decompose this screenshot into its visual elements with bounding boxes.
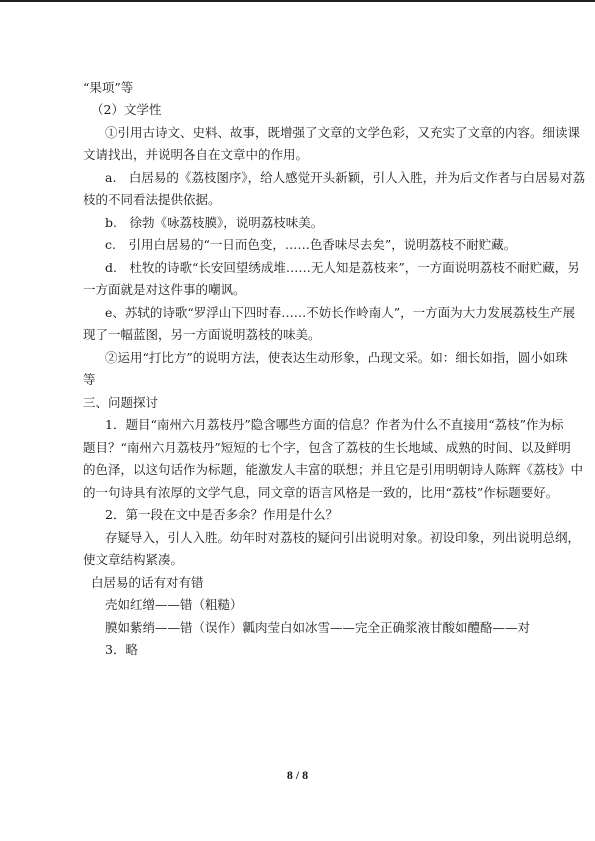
- paragraph-line: 现了一幅蓝图，另一方面说明荔枝的味美。: [83, 327, 321, 342]
- paragraph-line: 白居易的话有对有错: [91, 575, 204, 590]
- paragraph-line: 膜如紫绡——错（误作）瓤肉莹白如冰雪——完全正确浆液甘酸如醴酪——对: [105, 620, 531, 635]
- paragraph-line: 一方面就是对这件事的嘲讽。: [83, 282, 246, 297]
- paragraph-line: 使文章结构紧凑。: [83, 552, 184, 567]
- paragraph-line: 等: [83, 372, 96, 387]
- section-heading: （2）文学性: [91, 102, 162, 117]
- paragraph-line: 枝的不同看法提供依据。: [83, 192, 221, 207]
- top-rule: [0, 0, 595, 2]
- question-line: 1．题目“南州六月荔枝丹”隐含哪些方面的信息？作者为什么不直接用“荔枝”作为标: [105, 417, 564, 432]
- list-item-a: a. 白居易的《荔枝图序》，给人感觉开头新颖，引人入胜，并为后文作者与白居易对荔: [105, 170, 586, 185]
- list-item-d: d. 杜牧的诗歌“长安回望绣成堆……无人知是荔枝来”，一方面说明荔枝不耐贮藏，另: [105, 260, 580, 275]
- paragraph-line: 存疑导入，引人入胜。幼年时对荔枝的疑问引出说明对象。初设印象，列出说明总纲，: [105, 530, 581, 545]
- paragraph-line: 题目？“南州六月荔枝丹”短短的七个字，包含了荔枝的生长地域、成熟的时间、以及鲜明: [83, 440, 571, 455]
- text-line: “果项”等: [83, 80, 134, 95]
- section-heading: 三、问题探讨: [83, 395, 159, 410]
- list-item-c: c. 引用白居易的“一日而色变，……色香味尽去矣”，说明荔枝不耐贮藏。: [105, 237, 517, 252]
- paragraph-line: 的一句诗具有浓厚的文学气息，同文章的语言风格是一致的，比用“荔枝”作标题要好。: [83, 485, 559, 500]
- list-item-b: b. 徐勃《咏荔枝膜》，说明荔枝味美。: [105, 215, 324, 230]
- paragraph-line: 3．略: [105, 642, 138, 657]
- paragraph-line: ②运用“打比方”的说明方法，使表达生动形象，凸现文采。如：细长如指，圆小如珠: [105, 350, 568, 365]
- question-line: 2．第一段在文中是否多余？作用是什么？: [105, 507, 338, 522]
- paragraph-line: 文请找出，并说明各自在文章中的作用。: [83, 147, 309, 162]
- paragraph-line: 的色泽，以这句话作为标题，能激发人丰富的联想；并且它是引用明朝诗人陈辉《荔枝》中: [83, 462, 584, 477]
- page-number: 8 / 8: [286, 768, 309, 782]
- list-item-e: e、苏轼的诗歌“罗浮山下四时春……不妨长作岭南人”，一方面为大力发展荔枝生产展: [105, 305, 576, 320]
- paragraph-line: 壳如红缯——错（粗糙）: [105, 597, 243, 612]
- paragraph-line: ①引用古诗文、史料、故事，既增强了文章的文学色彩，又充实了文章的内容。细读课: [105, 125, 581, 140]
